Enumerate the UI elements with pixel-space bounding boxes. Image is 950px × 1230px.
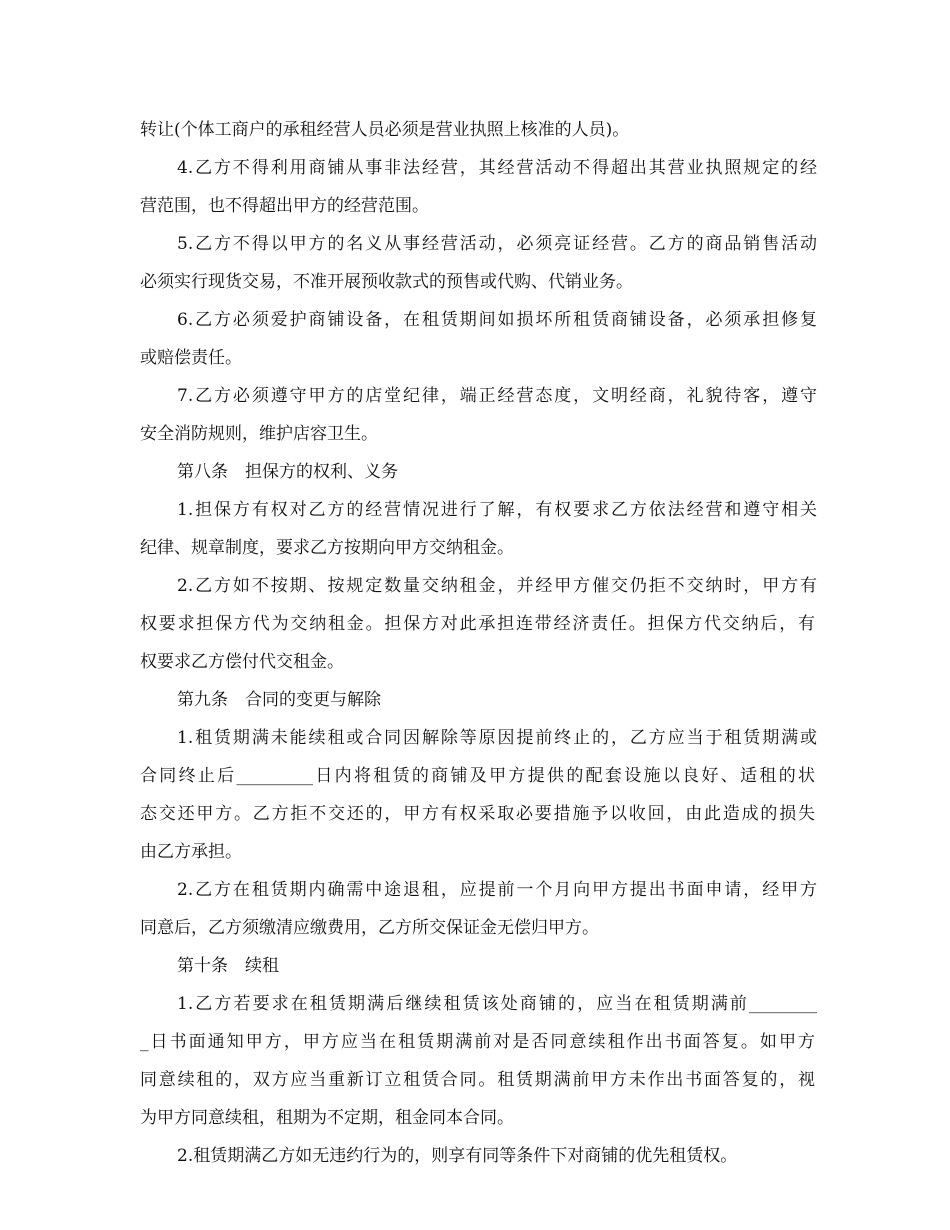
section-heading: 第十条 续租 [177, 956, 279, 976]
text-line: _日书面通知甲方，甲方应当在租赁期满前对是否同意续租作出书面答复。如甲方 [140, 1032, 815, 1052]
text-line: 7.乙方必须遵守甲方的店堂纪律，端正经营态度，文明经商，礼貌待客，遵守 [177, 386, 817, 406]
text-line: 同意续租的，双方应当重新订立租赁合同。租赁期满前甲方未作出书面答复的，视 [140, 1070, 815, 1090]
text-line: 1.乙方若要求在租赁期满后继续租赁该处商铺的，应当在租赁期满前________ [177, 994, 817, 1014]
text-line: 为甲方同意续租，租期为不定期，租金同本合同。 [140, 1108, 514, 1128]
text-line: 2.乙方如不按期、按规定数量交纳租金，并经甲方催交仍拒不交纳时，甲方有 [177, 576, 817, 596]
text-line: 2.租赁期满乙方如无违约行为的，则享有同等条件下对商铺的优先租赁权。 [177, 1146, 738, 1166]
text-line: 合同终止后_________日内将租赁的商铺及甲方提供的配套设施以良好、适租的状 [140, 766, 815, 786]
text-line: 纪律、规章制度，要求乙方按期向甲方交纳租金。 [140, 538, 514, 558]
section-heading: 第九条 合同的变更与解除 [177, 690, 381, 710]
text-line: 营范围，也不得超出甲方的经营范围。 [140, 196, 429, 216]
text-line: 同意后，乙方须缴清应缴费用，乙方所交保证金无偿归甲方。 [140, 918, 599, 938]
text-line: 1.担保方有权对乙方的经营情况进行了解，有权要求乙方依法经营和遵守相关 [177, 500, 817, 520]
text-line: 1.租赁期满未能续租或合同因解除等原因提前终止的，乙方应当于租赁期满或 [177, 728, 817, 748]
text-line: 安全消防规则，维护店容卫生。 [140, 424, 378, 444]
text-line: 或赔偿责任。 [140, 348, 242, 368]
text-line: 必须实行现货交易，不准开展预收款式的预售或代购、代销业务。 [140, 272, 633, 292]
text-line: 态交还甲方。乙方拒不交还的，甲方有权采取必要措施予以收回，由此造成的损失 [140, 804, 815, 824]
text-line: 6.乙方必须爱护商铺设备，在租赁期间如损坏所租赁商铺设备，必须承担修复 [177, 310, 817, 330]
text-line: 权要求乙方偿付代交租金。 [140, 652, 344, 672]
text-line: 2.乙方在租赁期内确需中途退租，应提前一个月向甲方提出书面申请，经甲方 [177, 880, 817, 900]
text-line: 转让(个体工商户的承租经营人员必须是营业执照上核准的人员)。 [140, 120, 630, 140]
text-line: 由乙方承担。 [140, 842, 242, 862]
text-line: 5.乙方不得以甲方的名义从事经营活动，必须亮证经营。乙方的商品销售活动 [177, 234, 817, 254]
section-heading: 第八条 担保方的权利、义务 [177, 462, 398, 482]
text-line: 权要求担保方代为交纳租金。担保方对此承担连带经济责任。担保方代交纳后，有 [140, 614, 815, 634]
text-line: 4.乙方不得利用商铺从事非法经营，其经营活动不得超出其营业执照规定的经 [177, 158, 817, 178]
